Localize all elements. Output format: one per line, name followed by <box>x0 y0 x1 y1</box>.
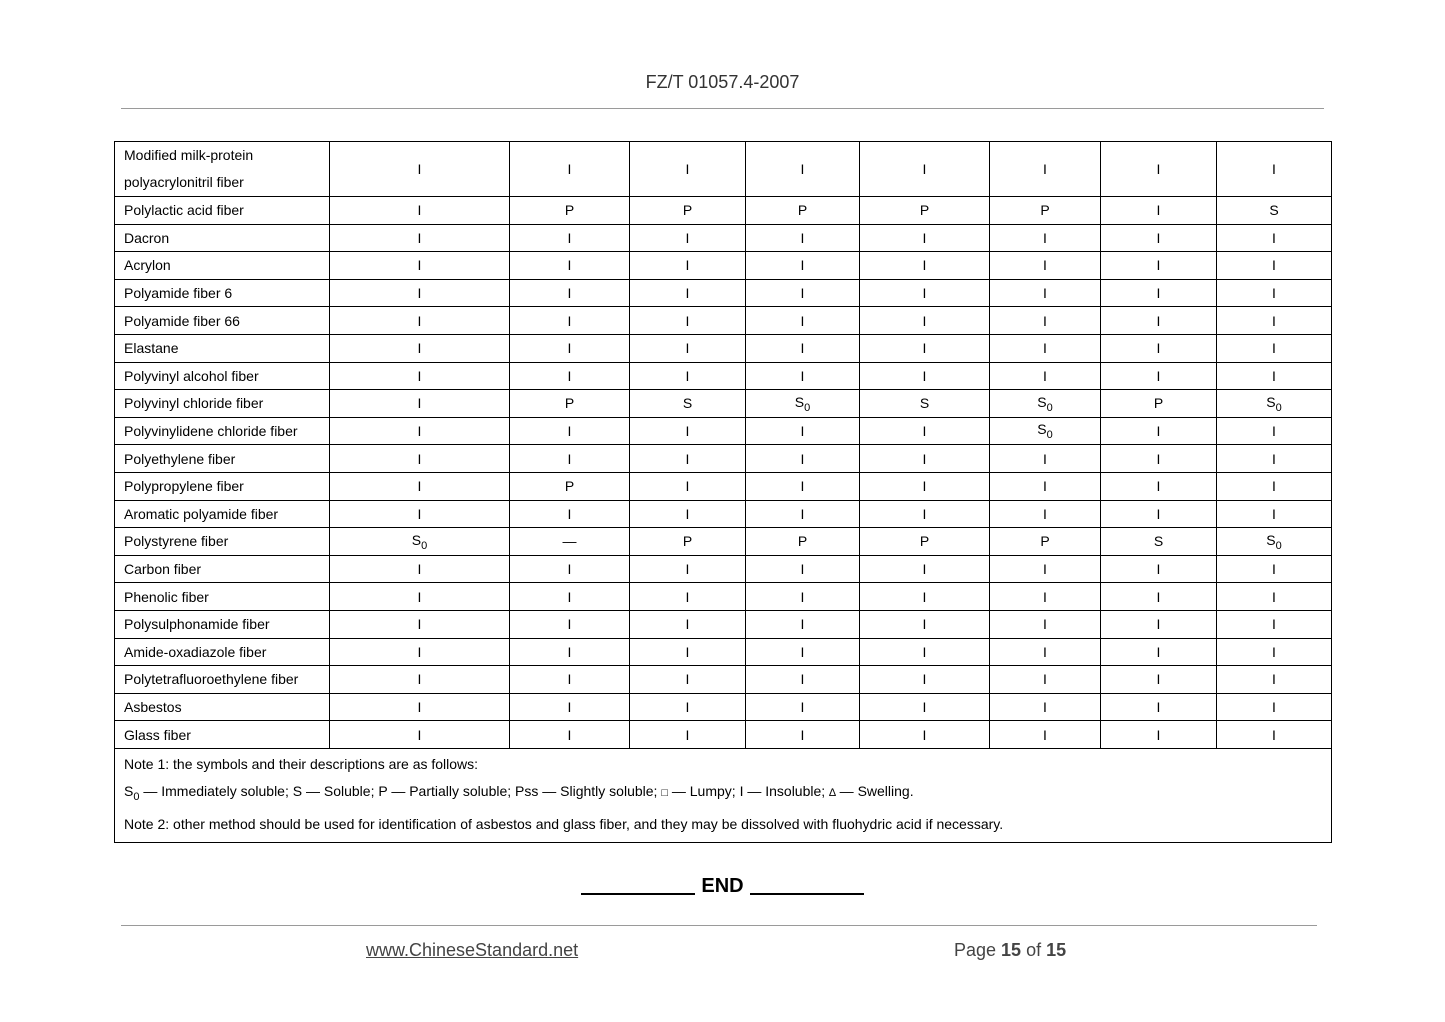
table-row <box>115 362 1332 390</box>
solubility-cell: I <box>630 224 746 252</box>
solubility-cell: I <box>990 666 1101 694</box>
table-row <box>115 528 1332 556</box>
solubility-cell: I <box>630 417 746 445</box>
solubility-cell: I <box>860 142 990 197</box>
solubility-cell: I <box>630 721 746 749</box>
solubility-cell: I <box>746 224 860 252</box>
fiber-name-cell: Phenolic fiber <box>115 583 330 611</box>
solubility-cell: I <box>630 445 746 473</box>
solubility-cell: I <box>510 334 630 362</box>
solubility-cell: I <box>1217 666 1332 694</box>
solubility-cell: I <box>746 693 860 721</box>
table-row <box>115 472 1332 500</box>
solubility-cell: I <box>330 721 510 749</box>
solubility-cell: I <box>630 334 746 362</box>
solubility-cell: I <box>746 142 860 197</box>
solubility-cell: I <box>746 610 860 638</box>
solubility-cell: I <box>510 279 630 307</box>
solubility-cell: I <box>860 472 990 500</box>
solubility-cell: I <box>1217 500 1332 528</box>
fiber-name-cell: Glass fiber <box>115 721 330 749</box>
solubility-cell: P <box>746 197 860 225</box>
solubility-cell: $S_0$ <box>330 528 510 556</box>
table-row <box>115 445 1332 473</box>
solubility-cell: I <box>510 445 630 473</box>
header-divider <box>121 108 1324 109</box>
solubility-cell: I <box>510 362 630 390</box>
solubility-cell: I <box>330 362 510 390</box>
solubility-cell: I <box>630 362 746 390</box>
fiber-name-cell: Polyvinyl alcohol fiber <box>115 362 330 390</box>
website-link[interactable]: www.ChineseStandard.net <box>366 940 579 960</box>
table-row <box>115 224 1332 252</box>
table-row <box>115 638 1332 666</box>
solubility-cell: I <box>630 500 746 528</box>
fiber-name-cell: Polyvinyl chloride fiber <box>115 390 330 418</box>
solubility-cell: I <box>990 583 1101 611</box>
fiber-name-cell: Carbon fiber <box>115 555 330 583</box>
table-row <box>115 583 1332 611</box>
solubility-cell: I <box>330 500 510 528</box>
solubility-cell: I <box>1217 472 1332 500</box>
solubility-cell: I <box>330 390 510 418</box>
table-row <box>115 693 1332 721</box>
solubility-cell: I <box>330 197 510 225</box>
note-1-legend: $S_0$ — Immediately soluble; S — Soluble; P — Partially soluble; Pss — Slightly soluble; □ — Lumpy; I — Insoluble; ∆ — Swelling. <box>124 782 914 803</box>
solubility-cell: I <box>330 417 510 445</box>
solubility-cell: I <box>1217 445 1332 473</box>
solubility-cell: I <box>860 417 990 445</box>
fiber-name-cell: Aromatic polyamide fiber <box>115 500 330 528</box>
solubility-cell: I <box>860 279 990 307</box>
lumpy-symbol-icon: □ <box>661 786 668 799</box>
solubility-cell: I <box>330 445 510 473</box>
fiber-name-cell: Polyvinylidene chloride fiber <box>115 417 330 445</box>
fiber-name-cell: Asbestos <box>115 693 330 721</box>
solubility-cell: P <box>630 528 746 556</box>
table-body <box>115 142 1332 749</box>
solubility-cell: I <box>1101 362 1217 390</box>
solubility-cell: I <box>1101 610 1217 638</box>
solubility-cell: I <box>746 638 860 666</box>
solubility-cell: P <box>630 197 746 225</box>
page-indicator <box>954 940 1066 961</box>
legend-text-part3: — Swelling. <box>835 782 914 799</box>
end-label: END <box>701 875 744 897</box>
solubility-cell: I <box>1217 721 1332 749</box>
solubility-cell: I <box>1101 224 1217 252</box>
solubility-cell: I <box>860 638 990 666</box>
solubility-cell: I <box>860 666 990 694</box>
solubility-cell: I <box>330 583 510 611</box>
solubility-cell: I <box>330 279 510 307</box>
solubility-cell: I <box>990 307 1101 335</box>
solubility-cell: I <box>860 224 990 252</box>
solubility-cell: I <box>330 693 510 721</box>
solubility-cell: I <box>1101 334 1217 362</box>
solubility-cell: I <box>1217 307 1332 335</box>
solubility-cell: I <box>1217 334 1332 362</box>
fiber-solubility-table <box>114 141 1332 843</box>
solubility-cell: I <box>1101 721 1217 749</box>
table-row <box>115 721 1332 749</box>
solubility-cell: I <box>1217 417 1332 445</box>
solubility-cell: I <box>1101 555 1217 583</box>
solubility-cell: I <box>746 417 860 445</box>
solubility-cell: I <box>1217 610 1332 638</box>
solubility-cell: I <box>746 279 860 307</box>
solubility-cell: $S_0$ <box>990 390 1101 418</box>
solubility-cell: I <box>990 279 1101 307</box>
solubility-cell: I <box>330 334 510 362</box>
table-row <box>115 252 1332 280</box>
solubility-cell: I <box>990 224 1101 252</box>
solubility-cell: I <box>510 693 630 721</box>
solubility-cell: I <box>1101 197 1217 225</box>
solubility-cell: I <box>630 555 746 583</box>
solubility-cell: I <box>1217 362 1332 390</box>
solubility-cell: S <box>860 390 990 418</box>
solubility-cell: S <box>630 390 746 418</box>
end-marker <box>0 873 1445 898</box>
solubility-cell: — <box>510 528 630 556</box>
solubility-cell: I <box>860 445 990 473</box>
solubility-cell: I <box>510 666 630 694</box>
solubility-cell: S <box>1101 528 1217 556</box>
solubility-cell: I <box>860 555 990 583</box>
fiber-name-cell: Polylactic acid fiber <box>115 197 330 225</box>
fiber-name-cell: Polytetrafluoroethylene fiber <box>115 666 330 694</box>
table-row <box>115 555 1332 583</box>
note-1-title: Note 1: the symbols and their descriptions are as follows: <box>124 755 479 772</box>
solubility-cell: I <box>1217 279 1332 307</box>
solubility-cell: I <box>1101 417 1217 445</box>
solubility-cell: I <box>746 334 860 362</box>
solubility-cell: I <box>1101 307 1217 335</box>
solubility-cell: I <box>510 583 630 611</box>
solubility-cell: I <box>860 610 990 638</box>
table-row <box>115 666 1332 694</box>
table-row <box>115 334 1332 362</box>
solubility-cell: I <box>630 638 746 666</box>
solubility-cell: I <box>510 142 630 197</box>
swelling-symbol-icon: ∆ <box>829 786 836 799</box>
legend-s0-subscript: 0 <box>133 790 140 803</box>
solubility-cell: I <box>1101 279 1217 307</box>
table-row <box>115 197 1332 225</box>
solubility-cell: I <box>630 142 746 197</box>
solubility-cell: P <box>510 197 630 225</box>
solubility-cell: I <box>1101 583 1217 611</box>
solubility-cell: I <box>1217 693 1332 721</box>
solubility-cell: I <box>860 362 990 390</box>
table-row <box>115 500 1332 528</box>
table-notes <box>115 748 1332 842</box>
solubility-cell: I <box>1217 224 1332 252</box>
solubility-cell: I <box>510 252 630 280</box>
solubility-cell: P <box>990 197 1101 225</box>
solubility-cell: I <box>860 334 990 362</box>
solubility-cell: I <box>990 334 1101 362</box>
fiber-name-cell: Polystyrene fiber <box>115 528 330 556</box>
page-middle: of <box>1021 940 1047 960</box>
fiber-name-cell: Polypropylene fiber <box>115 472 330 500</box>
solubility-cell: P <box>990 528 1101 556</box>
solubility-cell: I <box>746 445 860 473</box>
solubility-cell: I <box>860 583 990 611</box>
document-header-title: FZ/T 01057.4-2007 <box>645 72 800 92</box>
solubility-cell: I <box>746 472 860 500</box>
solubility-cell: I <box>990 638 1101 666</box>
solubility-cell: I <box>510 224 630 252</box>
solubility-cell: $S_0$ <box>1217 390 1332 418</box>
fiber-name-cell: Dacron <box>115 224 330 252</box>
solubility-cell: P <box>860 528 990 556</box>
solubility-cell: I <box>330 666 510 694</box>
solubility-cell: I <box>746 362 860 390</box>
solubility-cell: P <box>510 390 630 418</box>
solubility-cell: I <box>1101 638 1217 666</box>
end-left-rule <box>581 873 695 895</box>
solubility-cell: I <box>746 583 860 611</box>
solubility-cell: I <box>330 472 510 500</box>
solubility-cell: I <box>1217 252 1332 280</box>
solubility-cell: I <box>630 252 746 280</box>
solubility-cell: I <box>1217 638 1332 666</box>
solubility-cell: I <box>330 252 510 280</box>
solubility-cell: I <box>746 307 860 335</box>
solubility-cell: I <box>510 610 630 638</box>
fiber-name-cell: Polyethylene fiber <box>115 445 330 473</box>
fiber-name-cell: Polysulphonamide fiber <box>115 610 330 638</box>
fiber-name-cell: Polyamide fiber 6 <box>115 279 330 307</box>
solubility-cell: P <box>1101 390 1217 418</box>
solubility-cell: I <box>990 693 1101 721</box>
table-row <box>115 610 1332 638</box>
solubility-cell: $S_0$ <box>990 417 1101 445</box>
solubility-cell: I <box>330 638 510 666</box>
solubility-cell: I <box>746 666 860 694</box>
solubility-cell: I <box>630 472 746 500</box>
solubility-cell: I <box>1217 555 1332 583</box>
solubility-cell: I <box>1101 666 1217 694</box>
solubility-cell: I <box>1101 693 1217 721</box>
legend-text-part2: — Lumpy; I — Insoluble; <box>667 782 830 799</box>
solubility-cell: $S_0$ <box>1217 528 1332 556</box>
solubility-cell: I <box>860 721 990 749</box>
solubility-cell: I <box>630 279 746 307</box>
table-row <box>115 279 1332 307</box>
solubility-cell: I <box>510 638 630 666</box>
solubility-cell: I <box>990 500 1101 528</box>
fiber-name-cell: Polyamide fiber 66 <box>115 307 330 335</box>
solubility-cell: I <box>510 417 630 445</box>
solubility-cell: $S_0$ <box>746 390 860 418</box>
solubility-cell: I <box>510 500 630 528</box>
solubility-cell: S <box>1217 197 1332 225</box>
solubility-cell: I <box>746 500 860 528</box>
table-row <box>115 390 1332 418</box>
solubility-cell: I <box>1101 445 1217 473</box>
solubility-cell: I <box>860 307 990 335</box>
solubility-cell: I <box>630 666 746 694</box>
solubility-cell: I <box>860 693 990 721</box>
solubility-cell: P <box>860 197 990 225</box>
footer-divider <box>121 925 1317 926</box>
solubility-cell: I <box>990 555 1101 583</box>
solubility-cell: I <box>330 224 510 252</box>
solubility-cell: I <box>330 555 510 583</box>
solubility-cell: I <box>1101 500 1217 528</box>
solubility-cell: I <box>860 500 990 528</box>
solubility-cell: I <box>630 693 746 721</box>
solubility-cell: P <box>746 528 860 556</box>
solubility-cell: I <box>1101 252 1217 280</box>
solubility-cell: I <box>746 252 860 280</box>
solubility-cell: I <box>1217 583 1332 611</box>
solubility-cell: I <box>746 555 860 583</box>
solubility-cell: I <box>630 583 746 611</box>
fiber-name-cell: Elastane <box>115 334 330 362</box>
solubility-cell: I <box>330 142 510 197</box>
fiber-name-cell: Acrylon <box>115 252 330 280</box>
solubility-cell: I <box>860 252 990 280</box>
solubility-cell: I <box>990 252 1101 280</box>
solubility-cell: I <box>330 610 510 638</box>
solubility-cell: I <box>990 142 1101 197</box>
solubility-cell: I <box>630 610 746 638</box>
page-prefix: Page <box>954 940 1002 960</box>
solubility-cell: I <box>510 555 630 583</box>
solubility-cell: I <box>630 307 746 335</box>
page-current: 15 <box>1001 940 1022 960</box>
page-total: 15 <box>1046 940 1067 960</box>
solubility-cell: I <box>1101 472 1217 500</box>
note-2: Note 2: other method should be used for identification of asbestos and glass fiber, and they may be dissolved with fluohydric acid if necessary. <box>124 815 1004 832</box>
solubility-cell: P <box>510 472 630 500</box>
solubility-cell: I <box>1217 142 1332 197</box>
fiber-name-cell: Modified milk-protein polyacrylonitril fiber <box>115 142 330 197</box>
solubility-cell: I <box>510 721 630 749</box>
table-row <box>115 417 1332 445</box>
solubility-cell: I <box>330 307 510 335</box>
legend-text-part1: — Immediately soluble; S — Soluble; P — Partially soluble; Pss — Slightly soluble; <box>139 782 662 799</box>
solubility-cell: I <box>510 307 630 335</box>
solubility-cell: I <box>990 362 1101 390</box>
solubility-cell: I <box>990 610 1101 638</box>
solubility-cell: I <box>746 721 860 749</box>
table-row <box>115 307 1332 335</box>
solubility-cell: I <box>990 721 1101 749</box>
table-notes-row <box>115 748 1332 842</box>
solubility-cell: I <box>990 445 1101 473</box>
solubility-cell: I <box>990 472 1101 500</box>
fiber-name-cell: Amide-oxadiazole fiber <box>115 638 330 666</box>
solubility-cell: I <box>1101 142 1217 197</box>
end-right-rule <box>750 873 864 895</box>
table-row <box>115 142 1332 197</box>
